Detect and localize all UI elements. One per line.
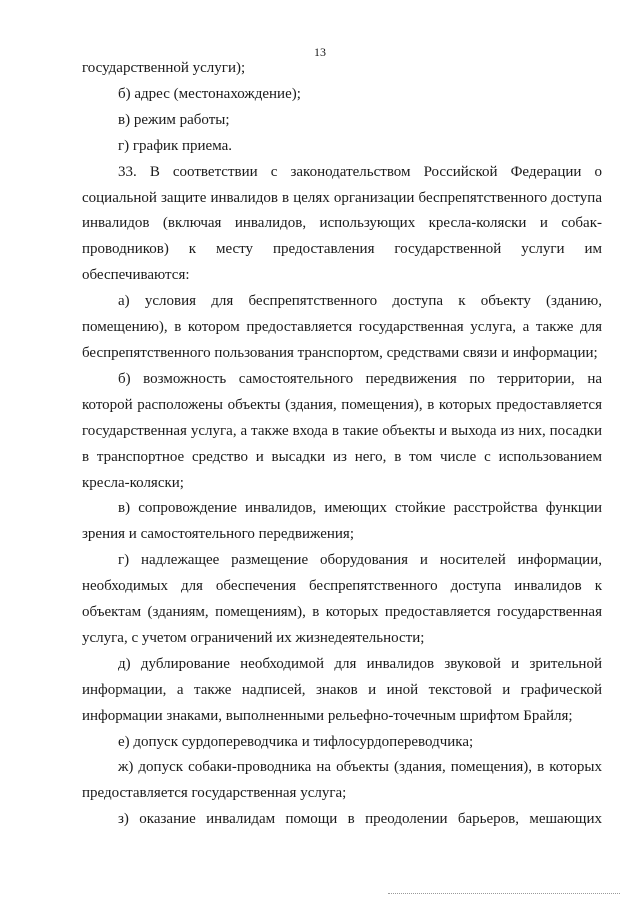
- paragraph-item-zh-guide-dog: ж) допуск собаки-проводника на объекты (здания, помещения), в которых предоставляется государственная услуга;: [82, 759, 602, 802]
- paragraph-item-b-address: б) адрес (местонахождение);: [118, 85, 301, 102]
- paragraph-item-d-duplication: д) дублирование необходимой для инвалидов звуковой и зрительной информации, а также надписей, знаков и иной текстовой и графической информации знаками, выполненными рельефно-точечным шрифтом Брайля;: [82, 655, 602, 724]
- paragraph-item-v-work-mode: в) режим работы;: [118, 111, 230, 128]
- paragraph-item-g-schedule: г) график приема.: [118, 137, 233, 154]
- bottom-edge-rule: [388, 893, 620, 894]
- paragraph-item-a-access-conditions: а) условия для беспрепятственного доступа к объекту (зданию, помещению), в котором предоставляется государственная услуга, а также для беспрепятственного пользования транспортом, средствами связи и информации;: [82, 293, 602, 361]
- page-number: 13: [314, 45, 326, 59]
- paragraph-continuation: государственной услуги);: [82, 60, 246, 76]
- paragraph-item-z-assistance: з) оказание инвалидам помощи в преодолении барьеров, мешающих: [118, 811, 602, 828]
- paragraph-item-e-interpreter: е) допуск сурдопереводчика и тифлосурдопереводчика;: [118, 733, 474, 750]
- paragraph-item-v-escort: в) сопровождение инвалидов, имеющих стойкие расстройства функции зрения и самостоятельного передвижения;: [82, 500, 602, 543]
- paragraph-item-b-movement: б) возможность самостоятельного передвижения по территории, на которой расположены объекты (здания, помещения), в которых предоставляется государственная услуга, а также входа в такие объекты и выхода из них, посадки в транспортное средство и высадки из него, в том числе с использованием кресла-коляски;: [82, 370, 602, 491]
- paragraph-item-g-equipment: г) надлежащее размещение оборудования и носителей информации, необходимых для обеспечения беспрепятственного доступа инвалидов к объектам (зданиям, помещениям), в которых предоставляется государственная услуга, с учетом ограничений их жизнедеятельности;: [82, 552, 602, 646]
- document-body: [82, 56, 602, 833]
- paragraph-clause-33: 33. В соответствии с законодательством Российской Федерации о социальной защите инвалидов в целях организации беспрепятственного доступа инвалидов (включая инвалидов, использующих кресла-коляски и собак-проводников) к месту предоставления государственной услуги им обеспечиваются:: [82, 163, 602, 284]
